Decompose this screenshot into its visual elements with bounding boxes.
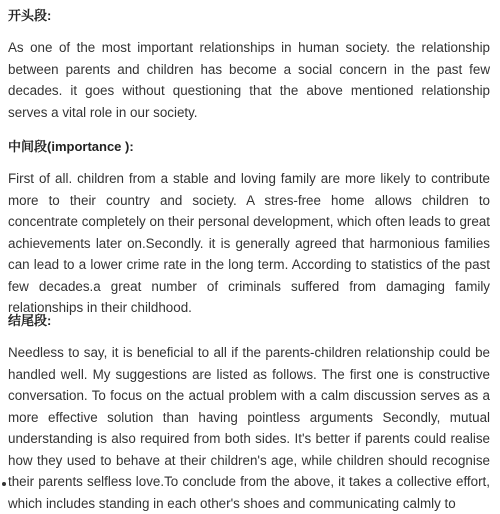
middle-paragraph-heading: 中间段(importance ): [8,139,134,154]
closing-paragraph-heading: 结尾段: [8,313,52,328]
opening-paragraph-heading: 开头段: [8,8,52,23]
middle-paragraph: First of all. children from a stable and loving family are more likely to contribute more to their country and society. A stres-free home allows children to concentrate completely on their personal development, which often leads to great achievements later on.Secondly. it is generally agreed that harmonious families can lead to a lower crime rate in the long term. According to statistics of the past few decades.a great number of criminals suffered from damaging family relationships in their childhood. [8,171,490,315]
bullet-dot-icon [2,482,6,486]
closing-paragraph: Needless to say, it is beneficial to all if the parents-children relationship could be handled well. My suggestions are listed as follows. The first one is constructive conversation. To focus on the actual problem with a calm discussion serves as a more effective solution than having pointless arguments Secondly, mutual understanding is also required from both sides. It's better if parents could realise how they used to behave at their children's age, while children should recognise their parents selfless love.To conclude from the above, it takes a collective effort, which includes standing in each other's shoes and communicating calmly to [8,345,490,511]
opening-paragraph: As one of the most important relationships in human society. the relationship between parents and children has become a social concern in the past few decades. it goes without questioning that the above mentioned relationship serves a vital role in our society. [8,40,490,120]
